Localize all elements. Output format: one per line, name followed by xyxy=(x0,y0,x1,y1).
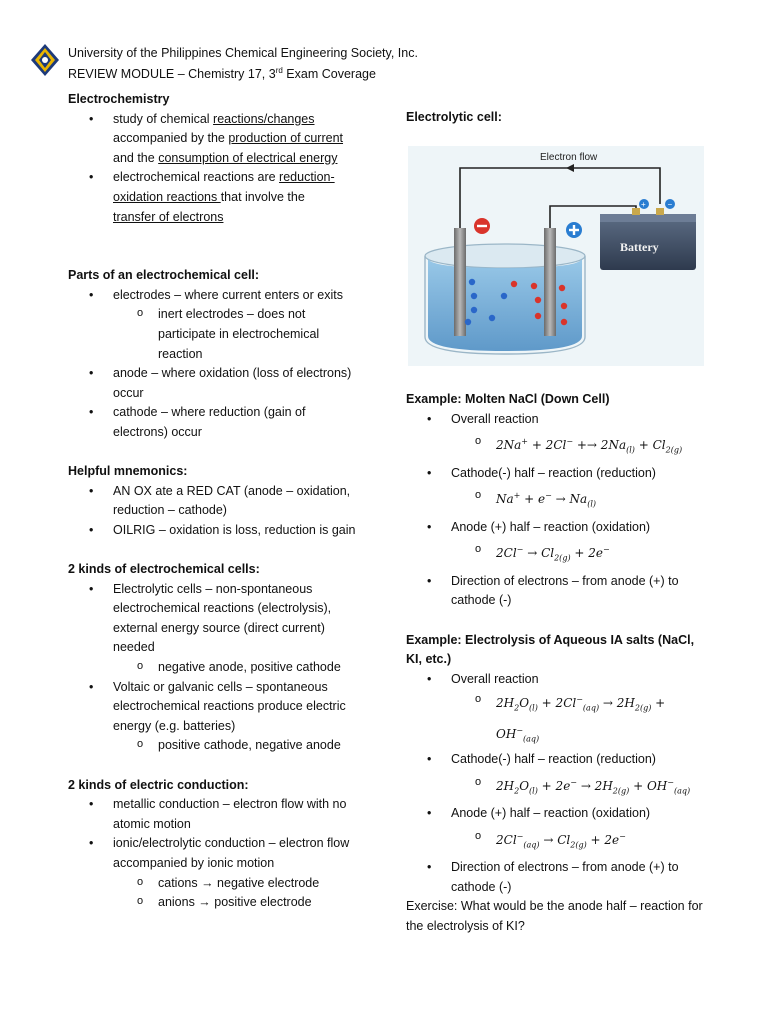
aqueous-salts-list xyxy=(406,670,706,898)
section-title-parts: Parts of an electrochemical cell: xyxy=(68,268,260,283)
list-item: • ionic/electrolytic conduction – electron flow accompanied by ionic motion xyxy=(68,834,373,873)
left-column xyxy=(68,90,368,913)
section-title-aqueous-salts: Example: Electrolysis of Aqueous IA salts (NaCl, KI, etc.) xyxy=(406,632,695,667)
equation-overall-aq: o $2H_2O_{(l)} + 2Cl^-_{(aq)} \to 2H_{2(g)} + OH^-_{(aq)}$ xyxy=(406,689,696,750)
section-title-cells: 2 kinds of electrochemical cells: xyxy=(68,562,260,577)
list-item: o anions → positive electrode xyxy=(68,893,368,913)
svg-text:−: − xyxy=(667,199,673,209)
cathode-electrode xyxy=(454,228,466,336)
cells-list xyxy=(68,580,368,756)
equation-cathode-aq: o $2H_2O_{(l)} + 2e^- \to 2H_{2(g)} + OH^-_{(aq)}$ xyxy=(406,770,706,804)
list-item: • AN OX ate a RED CAT (anode – oxidation, reduction – cathode) xyxy=(68,482,353,521)
conduction-list xyxy=(68,795,368,913)
list-item: • Voltaic or galvanic cells – spontaneous electrochemical reactions produce electric energy (e.g. batteries) xyxy=(68,678,368,737)
battery-label: Battery xyxy=(620,239,659,254)
section-title-electrolytic-cell: Electrolytic cell: xyxy=(406,110,502,124)
upches-logo xyxy=(30,43,60,77)
equation-cathode-nacl: o $Na^+ + e^- \to Na_{(l)}$ xyxy=(406,483,706,517)
battery-terminal-negative xyxy=(656,208,664,215)
list-item: • Anode (+) half – reaction (oxidation) xyxy=(406,804,706,824)
parts-list xyxy=(68,286,368,443)
mnemonics-list xyxy=(68,482,368,541)
list-item: • Direction of electrons – from anode (+) to cathode (-) xyxy=(406,572,706,611)
list-item: • OILRIG – oxidation is loss, reduction is gain xyxy=(68,521,368,541)
list-item: • Direction of electrons – from anode (+) to cathode (-) xyxy=(406,858,706,897)
section-title-conduction: 2 kinds of electric conduction: xyxy=(68,777,249,792)
list-item: • Cathode(-) half – reaction (reduction) xyxy=(406,464,706,484)
section-title-electrochemistry: Electrochemistry xyxy=(68,92,170,106)
exercise-question: Exercise: What would be the anode half – reaction for the electrolysis of KI? xyxy=(406,899,703,933)
electrochemistry-list xyxy=(68,110,368,228)
section-title-molten-nacl: Example: Molten NaCl (Down Cell) xyxy=(406,392,610,407)
list-item: • anode – where oxidation (loss of electrons) occur xyxy=(68,364,363,403)
list-item: • cathode – where reduction (gain of electrons) occur xyxy=(68,403,313,442)
molten-nacl-list xyxy=(406,410,706,611)
battery-terminal-positive xyxy=(632,208,640,215)
list-item: • Overall reaction xyxy=(406,410,706,430)
list-item: • Cathode(-) half – reaction (reduction) xyxy=(406,750,706,770)
list-item: o cations → negative electrode xyxy=(68,874,368,894)
electrolytic-cell-figure xyxy=(408,146,704,366)
section-title-mnemonics: Helpful mnemonics: xyxy=(68,464,188,479)
list-item: • study of chemical reactions/changes accompanied by the production of current and the consumption of electrical energy xyxy=(68,110,368,169)
list-item: o positive cathode, negative anode xyxy=(68,736,368,756)
list-item: • Anode (+) half – reaction (oxidation) xyxy=(406,518,706,538)
document-header xyxy=(68,44,418,83)
list-item: • Overall reaction xyxy=(406,670,706,690)
equation-anode-aq: o $2Cl^-_{(aq)} \to Cl_{2(g)} + 2e^-$ xyxy=(406,824,706,858)
electron-flow-label: Electron flow xyxy=(540,151,598,163)
equation-anode-nacl: o $2Cl^- \to Cl_{2(g)} + 2e^-$ xyxy=(406,537,706,571)
beaker-solution xyxy=(428,258,582,351)
header-module: REVIEW MODULE – Chemistry 17, 3rd Exam Coverage xyxy=(68,66,376,82)
list-item: • electrodes – where current enters or exits xyxy=(68,286,368,306)
list-item: • metallic conduction – electron flow with no atomic motion xyxy=(68,795,358,834)
equation-overall-nacl: o $2Na^+ + 2Cl^- +\to 2Na_{(l)} + Cl_{2(g)}$ xyxy=(406,429,706,463)
beaker-rim xyxy=(425,244,585,268)
list-item: • electrochemical reactions are reduction-oxidation reactions that involve the transfer of electrons xyxy=(68,168,368,227)
svg-text:+: + xyxy=(641,199,646,209)
battery-top xyxy=(600,214,696,222)
right-column xyxy=(406,108,706,936)
anode-electrode xyxy=(544,228,556,336)
header-org: University of the Philippines Chemical Engineering Society, Inc. xyxy=(68,46,418,60)
list-item: o inert electrodes – does not participate in electrochemical reaction xyxy=(68,305,348,364)
list-item: o negative anode, positive cathode xyxy=(68,658,368,678)
list-item: • Electrolytic cells – non-spontaneous electrochemical reactions (electrolysis), external energy source (direct current) needed xyxy=(68,580,368,658)
